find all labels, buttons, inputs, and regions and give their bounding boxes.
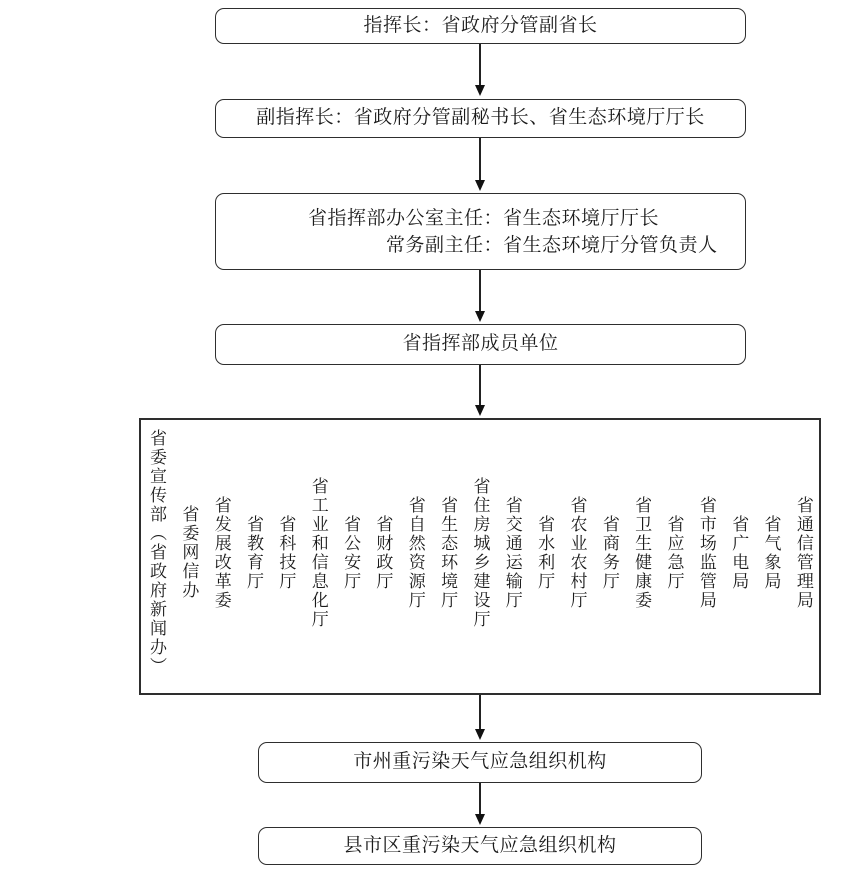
node-members-header [215, 324, 746, 365]
member-unit: 省教育厅 [244, 514, 264, 591]
office-line-1-value: 省生态环境厅厅长 [503, 207, 660, 229]
flow-arrow-6 [479, 783, 481, 815]
node-city-level-label: 市州重污染天气应急组织机构 [353, 751, 607, 773]
member-unit: 省财政厅 [373, 514, 393, 591]
member-unit: 省卫生健康委 [632, 495, 652, 610]
office-line-1-label: 省指挥部办公室主任： [307, 207, 503, 229]
node-office [215, 193, 746, 270]
member-unit: 省工业和信息化厅 [308, 476, 328, 629]
node-deputy-commander-label: 副指挥长：省政府分管副秘书长、省生态环境厅厅长 [256, 107, 705, 129]
member-unit: 省农业农村厅 [567, 495, 587, 610]
flow-arrow-5 [479, 695, 481, 730]
node-city-level [258, 742, 702, 783]
member-unit: 省委宣传部（省政府新闻办） [147, 429, 166, 676]
member-unit: 省委网信办 [179, 505, 199, 600]
node-members-header-label: 省指挥部成员单位 [402, 333, 559, 355]
member-unit: 省气象局 [761, 514, 781, 591]
flow-arrow-4 [479, 365, 481, 406]
member-unit: 省交通运输厅 [502, 495, 522, 610]
member-unit: 省市场监管局 [696, 495, 716, 610]
member-unit: 省生态环境厅 [438, 495, 458, 610]
node-county-level [258, 827, 702, 865]
node-commander-label: 指挥长：省政府分管副省长 [363, 14, 598, 36]
member-unit: 省自然资源厅 [405, 495, 425, 610]
flow-arrow-3 [479, 270, 481, 312]
member-unit: 省水利厅 [535, 514, 555, 591]
member-unit: 省广电局 [729, 514, 749, 591]
node-member-units [139, 418, 821, 695]
office-line-2 [216, 232, 745, 259]
member-units-list [141, 420, 819, 685]
node-deputy-commander [215, 99, 746, 138]
flow-arrow-1 [479, 44, 481, 86]
office-line-1 [216, 205, 745, 232]
office-line-2-label: 常务副主任： [385, 234, 503, 256]
node-county-level-label: 县市区重污染天气应急组织机构 [343, 834, 617, 856]
member-unit: 省科技厅 [276, 514, 296, 591]
member-unit: 省应急厅 [664, 514, 684, 591]
office-line-2-value: 省生态环境厅分管负责人 [503, 234, 718, 256]
node-commander [215, 8, 746, 44]
member-unit: 省商务厅 [599, 514, 619, 591]
member-unit: 省发展改革委 [211, 495, 231, 610]
member-unit: 省住房城乡建设厅 [470, 476, 490, 629]
member-unit: 省公安厅 [341, 514, 361, 591]
member-unit: 省通信管理局 [793, 495, 813, 610]
flow-arrow-2 [479, 138, 481, 181]
